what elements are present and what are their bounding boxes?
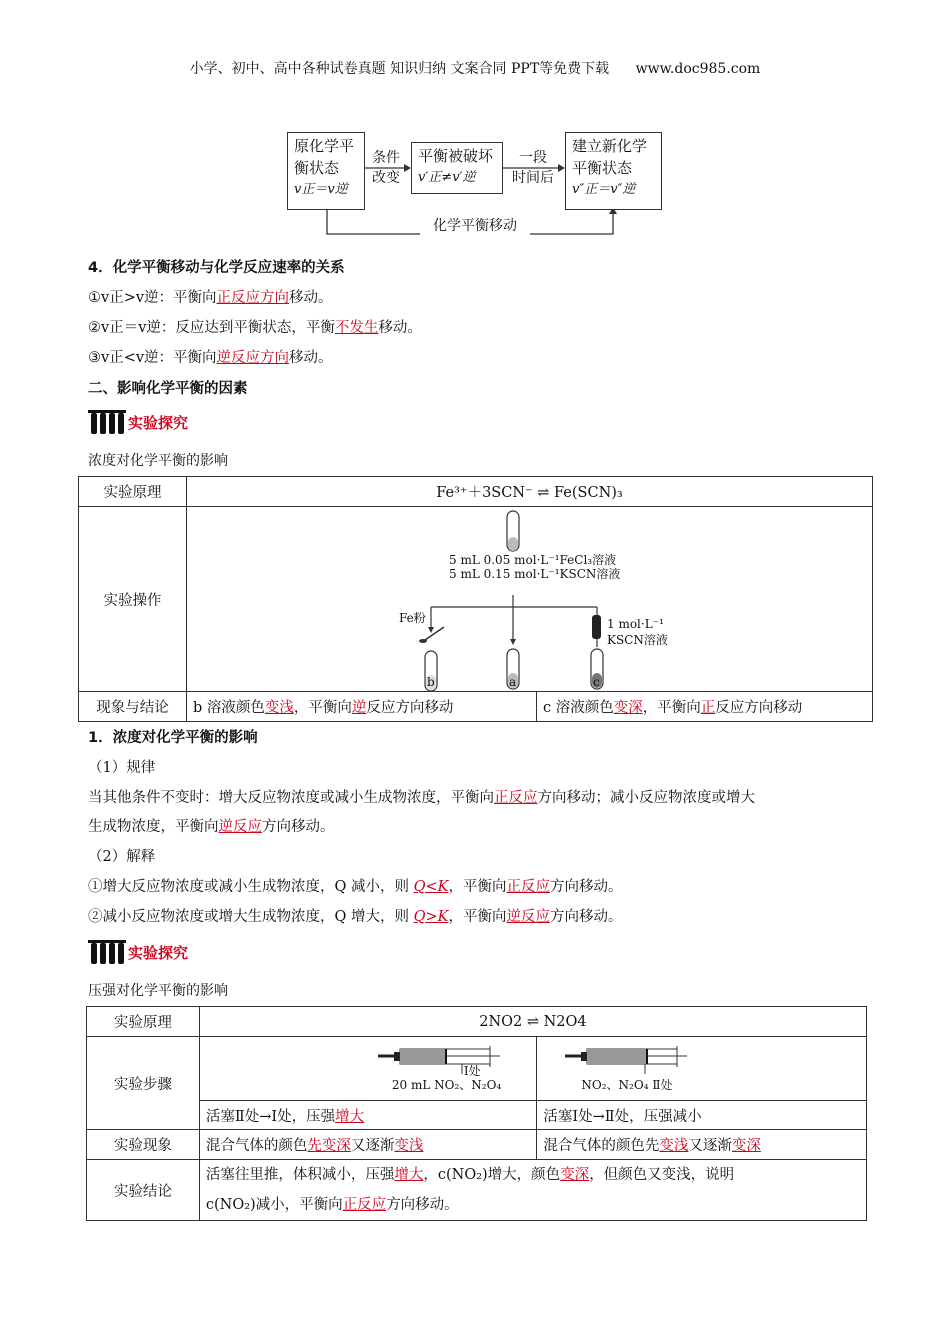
table-row [79,507,873,692]
exp1-caption: 浓度对化学平衡的影响 [88,453,228,469]
badge-label: 实验探究 [128,413,189,432]
syringe-2 [537,1038,866,1100]
test-tubes-icon [88,938,126,966]
syringe-2-cell [537,1037,867,1101]
pressure-table [86,1006,867,1221]
steps-label: 实验步骤 [87,1037,200,1130]
result-label: 现象与结论 [79,692,187,722]
tube-b-label: b [427,675,435,689]
syringe-2-label: NO₂、N₂O₄ Ⅱ处 [581,1077,673,1092]
syringe-1-label: 20 mL NO₂、N₂O₄ [391,1077,502,1092]
syringe-1-cell [199,1037,537,1101]
operation-label: 实验操作 [79,507,187,692]
s4-line-1: ①v正>v逆：平衡向正反应方向移动。 [88,290,333,306]
flow-arrow2-label: 一段 时间后 [512,150,554,186]
phenomenon-label: 实验现象 [87,1130,200,1160]
exp2-caption: 压强对化学平衡的影响 [88,983,228,999]
flow-box-new: 建立新化学 平衡状态 v″正＝v″逆 [565,132,662,210]
rule-line-2: 生成物浓度，平衡向逆反应方向移动。 [88,819,335,835]
equilibrium-flow-diagram [280,128,670,240]
step-left: 活塞Ⅱ处→Ⅰ处，压强增大 [199,1101,537,1130]
experiment-badge [88,406,188,438]
fe-powder-label: Fe粉 [399,611,426,625]
explain-line-2: ②减小反应物浓度或增大生成物浓度，Q 增大，则 Q>K，平衡向逆反应方向移动。 [88,909,623,925]
test-tube-diagram [187,507,871,691]
tube-diagram-lines [187,507,871,691]
kscn-label: 5 mL 0.15 mol·L⁻¹KSCN溶液 [449,567,621,581]
tube-c-label: c [593,675,600,689]
principle-equation: 2NO2 ⇌ N2O4 [199,1007,866,1037]
badge-label: 实验探究 [128,943,189,962]
section-4-title: 4．化学平衡移动与化学反应速率的关系 [88,260,345,276]
rule-line-1: 当其他条件不变时：增大反应物浓度或减小生成物浓度，平衡向正反应方向移动；减小反应物浓度或增大 [88,790,755,806]
table-row [87,1007,867,1037]
s4-line-3: ③v正<v逆：平衡向逆反应方向移动。 [88,350,333,366]
concentration-table [78,476,873,722]
table-row [87,1101,867,1130]
flow-bottom-label: 化学平衡移动 [420,216,530,236]
header-url[interactable]: www.doc985.com [635,61,761,77]
table-row [79,692,873,722]
conclusion-label: 实验结论 [87,1160,200,1221]
explain-line-1: ①增大反应物浓度或减小生成物浓度，Q 减小，则 Q<K，平衡向正反应方向移动。 [88,879,623,895]
table-row [87,1037,867,1101]
page-header [0,58,950,78]
flow-box-broken: 平衡被破坏 v′正≠v′逆 [411,142,503,194]
table-row [87,1160,867,1221]
operation-diagram-cell [187,507,873,692]
position-i-note: Ⅰ处 [463,1063,481,1078]
rule-heading: （1）规律 [88,760,156,776]
result-c: c 溶液颜色变深，平衡向正反应方向移动 [536,692,872,722]
kscn-conc-label: 1 mol·L⁻¹ [607,617,664,631]
concentration-section-title: 1．浓度对化学平衡的影响 [88,730,258,746]
section-2-title: 二、影响化学平衡的因素 [88,381,248,397]
table-row [79,477,873,507]
step-right: 活塞Ⅰ处→Ⅱ处，压强减小 [537,1101,867,1130]
conclusion-text: 活塞往里推，体积减小，压强增大，c(NO₂)增大，颜色变深，但颜色又变浅，说明 c(NO₂)减小，平衡向正反应方向移动。 [199,1160,866,1221]
result-b: b 溶液颜色变浅，平衡向逆反应方向移动 [187,692,537,722]
table-row [87,1130,867,1160]
phenomenon-left: 混合气体的颜色先变深又逐渐变浅 [199,1130,537,1160]
fecl3-label: 5 mL 0.05 mol·L⁻¹FeCl₃溶液 [449,553,617,567]
tube-a-label: a [509,675,517,689]
phenomenon-right: 混合气体的颜色先变浅又逐渐变深 [537,1130,867,1160]
kscn-solution-label: KSCN溶液 [607,633,668,647]
principle-equation: Fe³⁺＋3SCN⁻ ⇌ Fe(SCN)₃ [187,477,873,507]
header-text: 小学、初中、高中各种试卷真题 知识归纳 文案合同 PPT等免费下载 [189,61,610,77]
syringe-1 [200,1038,537,1100]
flow-box-original: 原化学平 衡状态 v正＝v逆 [287,132,365,210]
principle-label: 实验原理 [87,1007,200,1037]
flow-arrow1-label: 条件 改变 [372,150,400,186]
experiment-badge [88,936,188,968]
explain-heading: （2）解释 [88,849,156,865]
principle-label: 实验原理 [79,477,187,507]
s4-line-2: ②v正＝v逆：反应达到平衡状态，平衡不发生移动。 [88,320,422,336]
test-tubes-icon [88,408,126,436]
